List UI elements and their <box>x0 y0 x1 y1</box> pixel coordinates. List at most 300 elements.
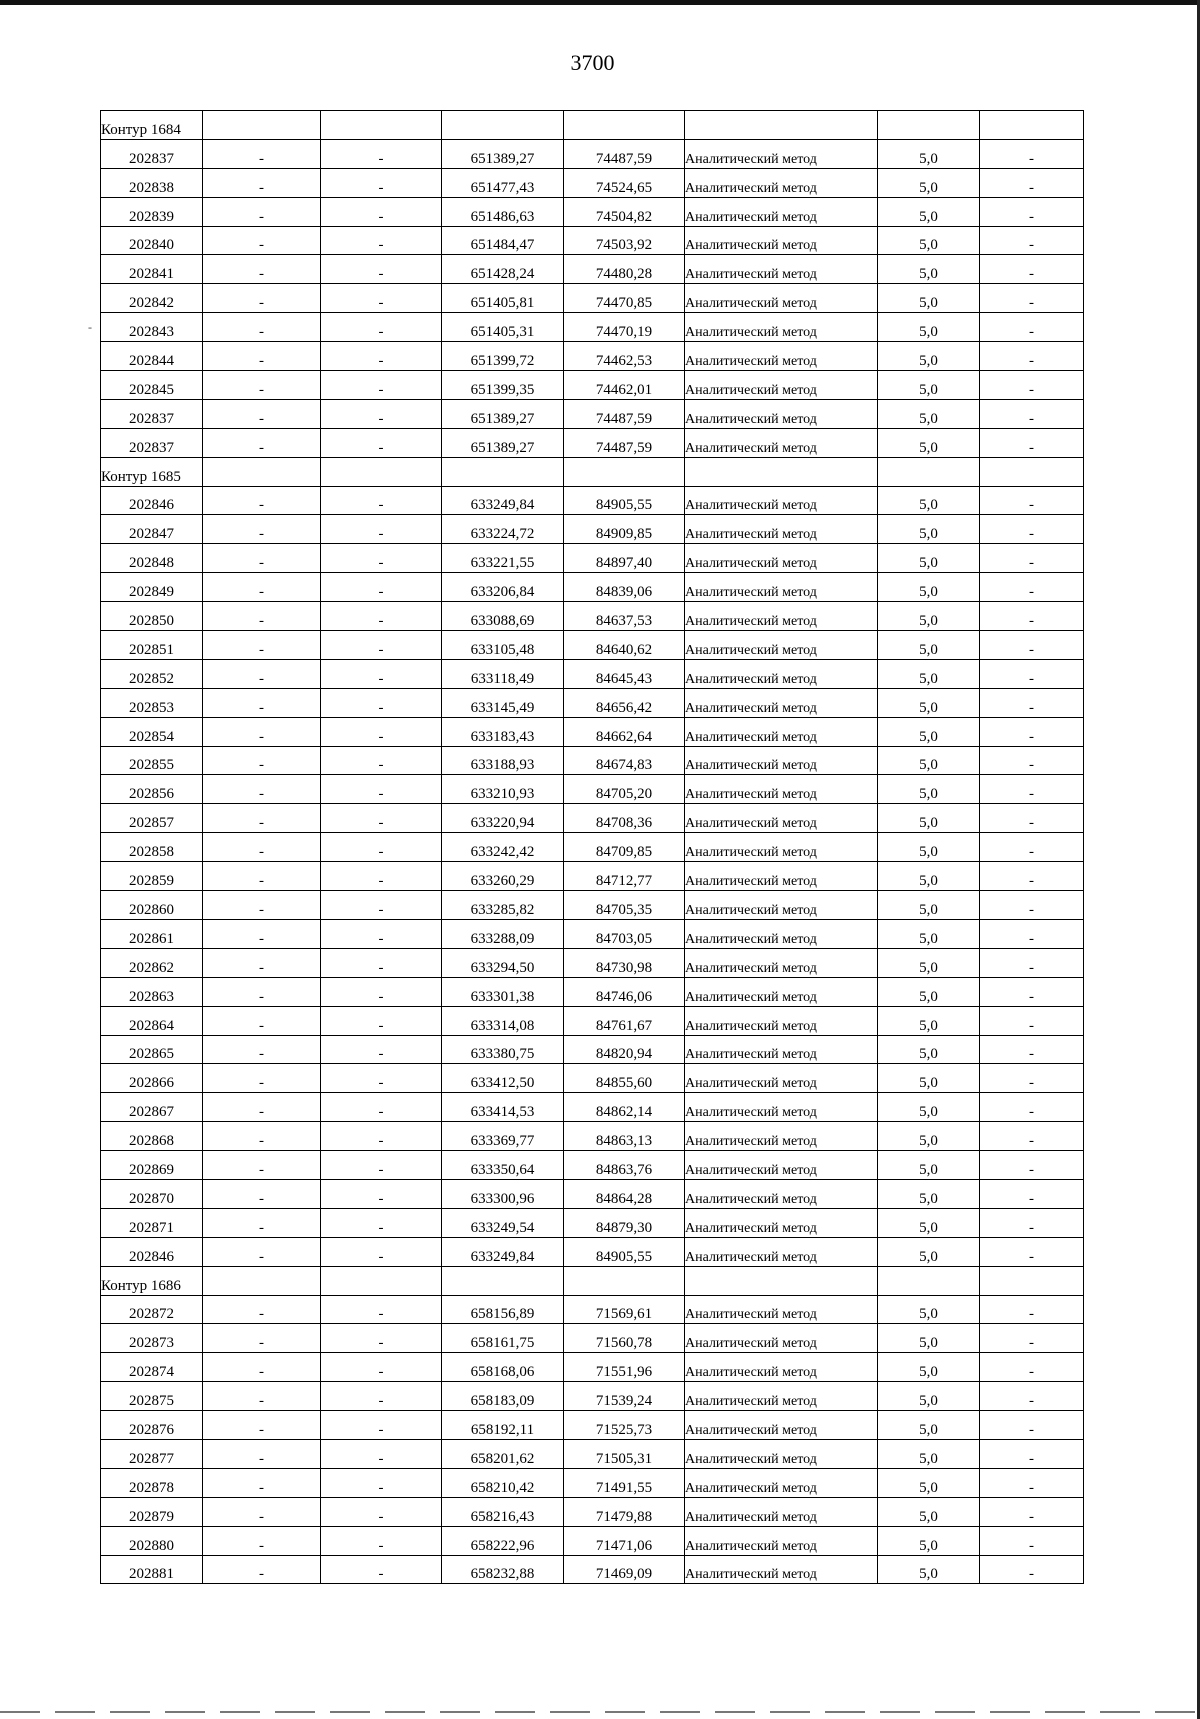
dash-cell: - <box>321 1035 442 1064</box>
dash-cell: - <box>321 342 442 371</box>
point-number-cell: 202866 <box>101 1064 203 1093</box>
y-coordinate-cell: 84862,14 <box>564 1093 685 1122</box>
x-coordinate-cell: 633249,84 <box>442 1237 564 1266</box>
empty-cell <box>980 1266 1084 1295</box>
dash-cell: - <box>980 659 1084 688</box>
y-coordinate-cell: 84705,20 <box>564 775 685 804</box>
y-coordinate-cell: 84730,98 <box>564 948 685 977</box>
x-coordinate-cell: 658216,43 <box>442 1497 564 1526</box>
empty-cell <box>203 1266 321 1295</box>
table-row <box>101 428 1084 457</box>
dash-cell: - <box>321 1353 442 1382</box>
dash-cell: - <box>321 1208 442 1237</box>
dash-cell: - <box>980 688 1084 717</box>
y-coordinate-cell: 84897,40 <box>564 544 685 573</box>
stray-mark: - <box>88 320 92 334</box>
x-coordinate-cell: 658168,06 <box>442 1353 564 1382</box>
error-cell: 5,0 <box>878 1151 980 1180</box>
method-cell: Аналитический метод <box>685 428 878 457</box>
error-cell: 5,0 <box>878 226 980 255</box>
method-cell: Аналитический метод <box>685 1122 878 1151</box>
error-cell: 5,0 <box>878 1555 980 1584</box>
y-coordinate-cell: 71491,55 <box>564 1468 685 1497</box>
error-cell: 5,0 <box>878 573 980 602</box>
method-cell: Аналитический метод <box>685 804 878 833</box>
point-number-cell: 202840 <box>101 226 203 255</box>
dash-cell: - <box>321 1411 442 1440</box>
error-cell: 5,0 <box>878 486 980 515</box>
point-number-cell: 202837 <box>101 399 203 428</box>
method-cell: Аналитический метод <box>685 602 878 631</box>
y-coordinate-cell: 84855,60 <box>564 1064 685 1093</box>
dash-cell: - <box>321 1064 442 1093</box>
table-row <box>101 948 1084 977</box>
dash-cell: - <box>203 284 321 313</box>
x-coordinate-cell: 651389,27 <box>442 428 564 457</box>
empty-cell <box>321 1266 442 1295</box>
error-cell: 5,0 <box>878 371 980 400</box>
y-coordinate-cell: 84708,36 <box>564 804 685 833</box>
x-coordinate-cell: 633188,93 <box>442 746 564 775</box>
dash-cell: - <box>980 197 1084 226</box>
x-coordinate-cell: 658192,11 <box>442 1411 564 1440</box>
dash-cell: - <box>980 1151 1084 1180</box>
empty-cell <box>878 1266 980 1295</box>
method-cell: Аналитический метод <box>685 1237 878 1266</box>
table-row <box>101 1179 1084 1208</box>
dash-cell: - <box>321 1382 442 1411</box>
y-coordinate-cell: 84656,42 <box>564 688 685 717</box>
coordinates-table-body <box>101 111 1084 1584</box>
dash-cell: - <box>980 313 1084 342</box>
dash-cell: - <box>321 284 442 313</box>
dash-cell: - <box>203 919 321 948</box>
point-number-cell: 202859 <box>101 862 203 891</box>
method-cell: Аналитический метод <box>685 717 878 746</box>
y-coordinate-cell: 74462,53 <box>564 342 685 371</box>
y-coordinate-cell: 74503,92 <box>564 226 685 255</box>
dash-cell: - <box>203 1093 321 1122</box>
dash-cell: - <box>203 659 321 688</box>
x-coordinate-cell: 658232,88 <box>442 1555 564 1584</box>
dash-cell: - <box>203 688 321 717</box>
method-cell: Аналитический метод <box>685 688 878 717</box>
method-cell: Аналитический метод <box>685 255 878 284</box>
point-number-cell: 202856 <box>101 775 203 804</box>
table-row <box>101 631 1084 660</box>
dash-cell: - <box>980 1179 1084 1208</box>
point-number-cell: 202864 <box>101 1006 203 1035</box>
method-cell: Аналитический метод <box>685 515 878 544</box>
y-coordinate-cell: 84905,55 <box>564 1237 685 1266</box>
dash-cell: - <box>980 168 1084 197</box>
x-coordinate-cell: 651405,31 <box>442 313 564 342</box>
error-cell: 5,0 <box>878 1324 980 1353</box>
point-number-cell: 202861 <box>101 919 203 948</box>
point-number-cell: 202837 <box>101 139 203 168</box>
point-number-cell: 202855 <box>101 746 203 775</box>
method-cell: Аналитический метод <box>685 1526 878 1555</box>
error-cell: 5,0 <box>878 284 980 313</box>
point-number-cell: 202845 <box>101 371 203 400</box>
method-cell: Аналитический метод <box>685 1439 878 1468</box>
dash-cell: - <box>980 1497 1084 1526</box>
dash-cell: - <box>321 399 442 428</box>
y-coordinate-cell: 84645,43 <box>564 659 685 688</box>
empty-cell <box>442 111 564 140</box>
method-cell: Аналитический метод <box>685 1035 878 1064</box>
error-cell: 5,0 <box>878 717 980 746</box>
dash-cell: - <box>980 631 1084 660</box>
table-row <box>101 862 1084 891</box>
point-number-cell: 202862 <box>101 948 203 977</box>
table-row <box>101 1555 1084 1584</box>
dash-cell: - <box>203 1064 321 1093</box>
method-cell: Аналитический метод <box>685 631 878 660</box>
dash-cell: - <box>321 313 442 342</box>
method-cell: Аналитический метод <box>685 197 878 226</box>
table-row <box>101 284 1084 313</box>
error-cell: 5,0 <box>878 948 980 977</box>
method-cell: Аналитический метод <box>685 1411 878 1440</box>
table-row <box>101 1006 1084 1035</box>
dash-cell: - <box>203 226 321 255</box>
dash-cell: - <box>321 1006 442 1035</box>
dash-cell: - <box>203 1151 321 1180</box>
y-coordinate-cell: 84674,83 <box>564 746 685 775</box>
y-coordinate-cell: 84905,55 <box>564 486 685 515</box>
x-coordinate-cell: 633369,77 <box>442 1122 564 1151</box>
error-cell: 5,0 <box>878 255 980 284</box>
method-cell: Аналитический метод <box>685 486 878 515</box>
y-coordinate-cell: 74487,59 <box>564 139 685 168</box>
point-number-cell: 202858 <box>101 833 203 862</box>
dash-cell: - <box>203 1353 321 1382</box>
dash-cell: - <box>203 804 321 833</box>
point-number-cell: 202841 <box>101 255 203 284</box>
empty-cell <box>980 457 1084 486</box>
method-cell: Аналитический метод <box>685 775 878 804</box>
contour-header-row <box>101 1266 1084 1295</box>
dash-cell: - <box>321 919 442 948</box>
empty-cell <box>878 457 980 486</box>
x-coordinate-cell: 651399,72 <box>442 342 564 371</box>
dash-cell: - <box>203 602 321 631</box>
empty-cell <box>685 111 878 140</box>
dash-cell: - <box>980 1006 1084 1035</box>
method-cell: Аналитический метод <box>685 833 878 862</box>
point-number-cell: 202837 <box>101 428 203 457</box>
dash-cell: - <box>203 1526 321 1555</box>
table-row <box>101 1526 1084 1555</box>
y-coordinate-cell: 84761,67 <box>564 1006 685 1035</box>
empty-cell <box>564 1266 685 1295</box>
empty-cell <box>203 111 321 140</box>
error-cell: 5,0 <box>878 688 980 717</box>
dash-cell: - <box>980 1324 1084 1353</box>
error-cell: 5,0 <box>878 515 980 544</box>
y-coordinate-cell: 74470,19 <box>564 313 685 342</box>
dash-cell: - <box>321 1179 442 1208</box>
empty-cell <box>321 111 442 140</box>
method-cell: Аналитический метод <box>685 1497 878 1526</box>
dash-cell: - <box>980 717 1084 746</box>
x-coordinate-cell: 633183,43 <box>442 717 564 746</box>
dash-cell: - <box>203 515 321 544</box>
contour-header-row <box>101 457 1084 486</box>
x-coordinate-cell: 633145,49 <box>442 688 564 717</box>
x-coordinate-cell: 633301,38 <box>442 977 564 1006</box>
x-coordinate-cell: 658156,89 <box>442 1295 564 1324</box>
dash-cell: - <box>203 342 321 371</box>
error-cell: 5,0 <box>878 1179 980 1208</box>
table-row <box>101 342 1084 371</box>
y-coordinate-cell: 84863,13 <box>564 1122 685 1151</box>
dash-cell: - <box>203 1179 321 1208</box>
table-row <box>101 1382 1084 1411</box>
error-cell: 5,0 <box>878 544 980 573</box>
y-coordinate-cell: 74470,85 <box>564 284 685 313</box>
y-coordinate-cell: 84709,85 <box>564 833 685 862</box>
error-cell: 5,0 <box>878 1208 980 1237</box>
dash-cell: - <box>980 139 1084 168</box>
dash-cell: - <box>980 515 1084 544</box>
y-coordinate-cell: 84863,76 <box>564 1151 685 1180</box>
empty-cell <box>564 111 685 140</box>
table-row <box>101 486 1084 515</box>
method-cell: Аналитический метод <box>685 659 878 688</box>
dash-cell: - <box>321 1122 442 1151</box>
method-cell: Аналитический метод <box>685 399 878 428</box>
dash-cell: - <box>321 226 442 255</box>
point-number-cell: 202877 <box>101 1439 203 1468</box>
table-row <box>101 1035 1084 1064</box>
y-coordinate-cell: 84746,06 <box>564 977 685 1006</box>
table-row <box>101 1237 1084 1266</box>
point-number-cell: 202843 <box>101 313 203 342</box>
dash-cell: - <box>321 746 442 775</box>
table-row <box>101 1208 1084 1237</box>
error-cell: 5,0 <box>878 804 980 833</box>
scan-bottom-artifact <box>0 1711 1200 1713</box>
table-row <box>101 804 1084 833</box>
dash-cell: - <box>321 804 442 833</box>
dash-cell: - <box>203 1295 321 1324</box>
point-number-cell: 202850 <box>101 602 203 631</box>
dash-cell: - <box>203 1122 321 1151</box>
x-coordinate-cell: 658201,62 <box>442 1439 564 1468</box>
error-cell: 5,0 <box>878 1237 980 1266</box>
error-cell: 5,0 <box>878 1468 980 1497</box>
dash-cell: - <box>980 486 1084 515</box>
dash-cell: - <box>980 573 1084 602</box>
y-coordinate-cell: 71479,88 <box>564 1497 685 1526</box>
dash-cell: - <box>980 948 1084 977</box>
point-number-cell: 202853 <box>101 688 203 717</box>
method-cell: Аналитический метод <box>685 1555 878 1584</box>
dash-cell: - <box>980 1064 1084 1093</box>
table-row <box>101 717 1084 746</box>
dash-cell: - <box>980 891 1084 920</box>
dash-cell: - <box>203 833 321 862</box>
table-row <box>101 1295 1084 1324</box>
dash-cell: - <box>203 746 321 775</box>
dash-cell: - <box>980 1353 1084 1382</box>
table-row <box>101 1122 1084 1151</box>
error-cell: 5,0 <box>878 977 980 1006</box>
contour-label: Контур 1686 <box>101 1266 203 1295</box>
y-coordinate-cell: 84703,05 <box>564 919 685 948</box>
dash-cell: - <box>980 399 1084 428</box>
x-coordinate-cell: 633414,53 <box>442 1093 564 1122</box>
empty-cell <box>878 111 980 140</box>
dash-cell: - <box>203 1468 321 1497</box>
dash-cell: - <box>980 602 1084 631</box>
point-number-cell: 202868 <box>101 1122 203 1151</box>
point-number-cell: 202865 <box>101 1035 203 1064</box>
x-coordinate-cell: 633380,75 <box>442 1035 564 1064</box>
x-coordinate-cell: 651399,35 <box>442 371 564 400</box>
method-cell: Аналитический метод <box>685 977 878 1006</box>
table-row <box>101 168 1084 197</box>
table-row <box>101 139 1084 168</box>
dash-cell: - <box>203 891 321 920</box>
table-row <box>101 1497 1084 1526</box>
point-number-cell: 202870 <box>101 1179 203 1208</box>
dash-cell: - <box>203 1555 321 1584</box>
point-number-cell: 202875 <box>101 1382 203 1411</box>
table-row <box>101 891 1084 920</box>
error-cell: 5,0 <box>878 659 980 688</box>
method-cell: Аналитический метод <box>685 1324 878 1353</box>
dash-cell: - <box>321 891 442 920</box>
x-coordinate-cell: 651484,47 <box>442 226 564 255</box>
error-cell: 5,0 <box>878 746 980 775</box>
empty-cell <box>203 457 321 486</box>
x-coordinate-cell: 633314,08 <box>442 1006 564 1035</box>
dash-cell: - <box>321 139 442 168</box>
y-coordinate-cell: 84640,62 <box>564 631 685 660</box>
dash-cell: - <box>980 1526 1084 1555</box>
error-cell: 5,0 <box>878 833 980 862</box>
method-cell: Аналитический метод <box>685 226 878 255</box>
error-cell: 5,0 <box>878 631 980 660</box>
y-coordinate-cell: 74487,59 <box>564 399 685 428</box>
method-cell: Аналитический метод <box>685 139 878 168</box>
dash-cell: - <box>321 1295 442 1324</box>
method-cell: Аналитический метод <box>685 1468 878 1497</box>
point-number-cell: 202854 <box>101 717 203 746</box>
point-number-cell: 202871 <box>101 1208 203 1237</box>
table-row <box>101 688 1084 717</box>
point-number-cell: 202846 <box>101 486 203 515</box>
dash-cell: - <box>321 833 442 862</box>
method-cell: Аналитический метод <box>685 948 878 977</box>
dash-cell: - <box>980 1035 1084 1064</box>
x-coordinate-cell: 651389,27 <box>442 399 564 428</box>
dash-cell: - <box>321 1237 442 1266</box>
y-coordinate-cell: 71569,61 <box>564 1295 685 1324</box>
error-cell: 5,0 <box>878 1382 980 1411</box>
dash-cell: - <box>321 602 442 631</box>
point-number-cell: 202860 <box>101 891 203 920</box>
dash-cell: - <box>980 775 1084 804</box>
dash-cell: - <box>321 1468 442 1497</box>
x-coordinate-cell: 633118,49 <box>442 659 564 688</box>
error-cell: 5,0 <box>878 1093 980 1122</box>
dash-cell: - <box>321 371 442 400</box>
scan-top-edge <box>0 0 1200 5</box>
dash-cell: - <box>321 168 442 197</box>
table-row <box>101 1439 1084 1468</box>
dash-cell: - <box>321 197 442 226</box>
y-coordinate-cell: 84879,30 <box>564 1208 685 1237</box>
point-number-cell: 202880 <box>101 1526 203 1555</box>
x-coordinate-cell: 651486,63 <box>442 197 564 226</box>
point-number-cell: 202873 <box>101 1324 203 1353</box>
y-coordinate-cell: 74480,28 <box>564 255 685 284</box>
error-cell: 5,0 <box>878 1353 980 1382</box>
dash-cell: - <box>980 342 1084 371</box>
error-cell: 5,0 <box>878 602 980 631</box>
dash-cell: - <box>203 862 321 891</box>
x-coordinate-cell: 633224,72 <box>442 515 564 544</box>
y-coordinate-cell: 84705,35 <box>564 891 685 920</box>
x-coordinate-cell: 633206,84 <box>442 573 564 602</box>
dash-cell: - <box>321 948 442 977</box>
table-row <box>101 544 1084 573</box>
x-coordinate-cell: 658210,42 <box>442 1468 564 1497</box>
point-number-cell: 202846 <box>101 1237 203 1266</box>
error-cell: 5,0 <box>878 428 980 457</box>
dash-cell: - <box>980 1093 1084 1122</box>
x-coordinate-cell: 633249,54 <box>442 1208 564 1237</box>
point-number-cell: 202847 <box>101 515 203 544</box>
point-number-cell: 202848 <box>101 544 203 573</box>
dash-cell: - <box>321 631 442 660</box>
dash-cell: - <box>203 1208 321 1237</box>
method-cell: Аналитический метод <box>685 313 878 342</box>
dash-cell: - <box>203 1006 321 1035</box>
x-coordinate-cell: 633285,82 <box>442 891 564 920</box>
empty-cell <box>685 1266 878 1295</box>
point-number-cell: 202838 <box>101 168 203 197</box>
error-cell: 5,0 <box>878 197 980 226</box>
error-cell: 5,0 <box>878 862 980 891</box>
dash-cell: - <box>203 631 321 660</box>
point-number-cell: 202839 <box>101 197 203 226</box>
y-coordinate-cell: 71539,24 <box>564 1382 685 1411</box>
table-row <box>101 371 1084 400</box>
x-coordinate-cell: 633288,09 <box>442 919 564 948</box>
error-cell: 5,0 <box>878 1439 980 1468</box>
x-coordinate-cell: 651389,27 <box>442 139 564 168</box>
method-cell: Аналитический метод <box>685 1295 878 1324</box>
error-cell: 5,0 <box>878 1122 980 1151</box>
dash-cell: - <box>980 371 1084 400</box>
dash-cell: - <box>980 1295 1084 1324</box>
dash-cell: - <box>321 775 442 804</box>
point-number-cell: 202851 <box>101 631 203 660</box>
point-number-cell: 202874 <box>101 1353 203 1382</box>
dash-cell: - <box>203 139 321 168</box>
table-row <box>101 255 1084 284</box>
page-number: 3700 <box>570 50 615 75</box>
dash-cell: - <box>203 428 321 457</box>
method-cell: Аналитический метод <box>685 1382 878 1411</box>
dash-cell: - <box>203 255 321 284</box>
table-row <box>101 197 1084 226</box>
